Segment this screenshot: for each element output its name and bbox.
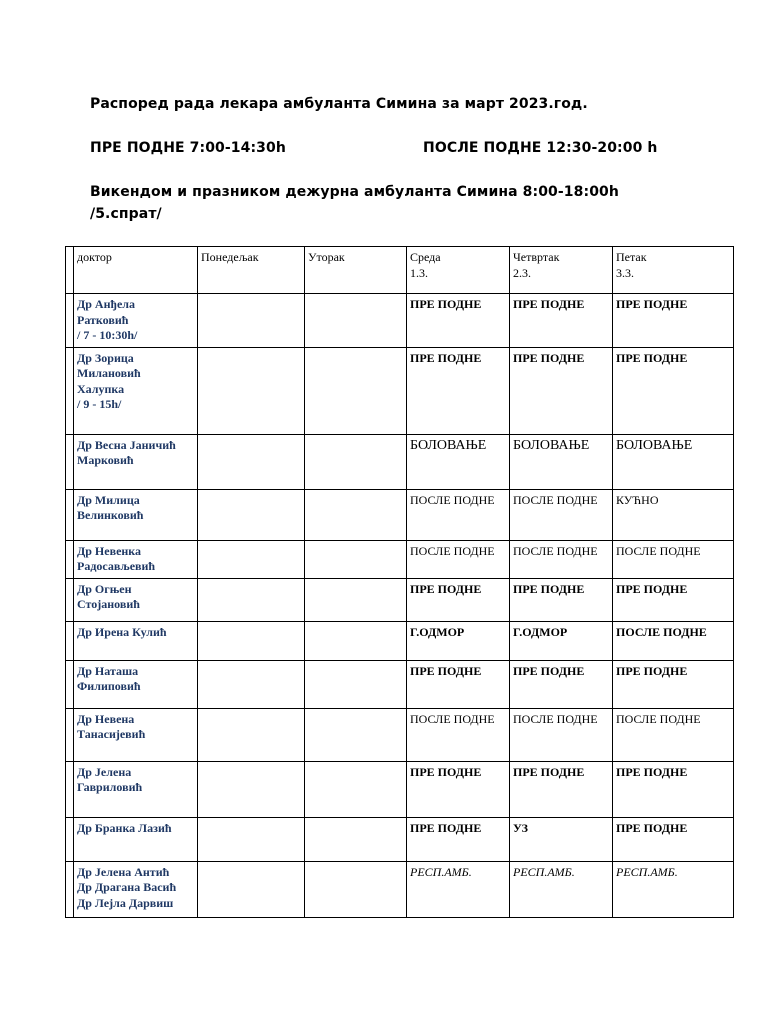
doctor-name: Др Весна Јаничић Марковић	[74, 434, 198, 489]
wednesday-cell: ПОСЛЕ ПОДНЕ	[407, 489, 510, 540]
doctor-name: Др Анђела Ратковић / 7 - 10:30h/	[74, 294, 198, 348]
table-row	[66, 347, 734, 434]
friday-cell: ПРЕ ПОДНЕ	[613, 347, 734, 434]
doctor-name: Др Огњен Стојановић	[74, 578, 198, 621]
friday-cell: КУЋНО	[613, 489, 734, 540]
doctor-name: Др Бранка Лазић	[74, 817, 198, 861]
thursday-cell: ПРЕ ПОДНЕ	[510, 578, 613, 621]
table-row	[66, 578, 734, 621]
table-margin-cell	[66, 247, 74, 294]
wednesday-cell: ПОСЛЕ ПОДНЕ	[407, 540, 510, 578]
friday-cell: ПРЕ ПОДНЕ	[613, 817, 734, 861]
tuesday-cell	[305, 708, 407, 761]
friday-cell: РЕСП.АМБ.	[613, 861, 734, 917]
column-header-doctor: доктор	[74, 247, 198, 294]
wednesday-cell: ПРЕ ПОДНЕ	[407, 347, 510, 434]
monday-cell	[198, 489, 305, 540]
table-header-row	[66, 247, 734, 294]
table-row	[66, 861, 734, 917]
tuesday-cell	[305, 347, 407, 434]
wednesday-cell: ПРЕ ПОДНЕ	[407, 578, 510, 621]
wednesday-cell: ПРЕ ПОДНЕ	[407, 817, 510, 861]
column-header-friday: Петак 3.3.	[613, 247, 734, 294]
doctor-name: Др Милица Велинковић	[74, 489, 198, 540]
weekend-duty-line: Викендом и празником дежурна амбуланта Симина 8:00-18:00h	[90, 184, 619, 200]
afternoon-shift-hours: ПОСЛЕ ПОДНЕ 12:30-20:00 h	[423, 140, 658, 156]
table-row	[66, 660, 734, 708]
column-header-thursday: Четвртак 2.3.	[510, 247, 613, 294]
doctor-name: Др Наташа Филиповић	[74, 660, 198, 708]
monday-cell	[198, 621, 305, 660]
friday-cell: ПРЕ ПОДНЕ	[613, 660, 734, 708]
doctor-name: Др Невена Танасијевић	[74, 708, 198, 761]
wednesday-cell: РЕСП.АМБ.	[407, 861, 510, 917]
friday-cell: ПРЕ ПОДНЕ	[613, 578, 734, 621]
wednesday-cell: ПОСЛЕ ПОДНЕ	[407, 708, 510, 761]
column-header-monday: Понедељак	[198, 247, 305, 294]
table-row	[66, 817, 734, 861]
tuesday-cell	[305, 294, 407, 348]
monday-cell	[198, 434, 305, 489]
thursday-cell: ПРЕ ПОДНЕ	[510, 347, 613, 434]
thursday-cell: ПОСЛЕ ПОДНЕ	[510, 489, 613, 540]
monday-cell	[198, 660, 305, 708]
tuesday-cell	[305, 817, 407, 861]
table-row	[66, 761, 734, 817]
thursday-cell: ПОСЛЕ ПОДНЕ	[510, 708, 613, 761]
friday-cell: ПОСЛЕ ПОДНЕ	[613, 540, 734, 578]
tuesday-cell	[305, 761, 407, 817]
table-row	[66, 708, 734, 761]
monday-cell	[198, 347, 305, 434]
tuesday-cell	[305, 489, 407, 540]
thursday-cell: БОЛОВАЊЕ	[510, 434, 613, 489]
thursday-cell: ПРЕ ПОДНЕ	[510, 761, 613, 817]
table-row	[66, 489, 734, 540]
doctor-name: Др Јелена Гавриловић	[74, 761, 198, 817]
friday-cell: БОЛОВАЊЕ	[613, 434, 734, 489]
monday-cell	[198, 578, 305, 621]
wednesday-cell: ПРЕ ПОДНЕ	[407, 761, 510, 817]
monday-cell	[198, 861, 305, 917]
morning-shift-hours: ПРЕ ПОДНЕ 7:00-14:30h	[90, 140, 286, 156]
wednesday-cell: БОЛОВАЊЕ	[407, 434, 510, 489]
friday-cell: ПОСЛЕ ПОДНЕ	[613, 621, 734, 660]
monday-cell	[198, 761, 305, 817]
wednesday-cell: Г.ОДМОР	[407, 621, 510, 660]
thursday-cell: ПРЕ ПОДНЕ	[510, 660, 613, 708]
table-row	[66, 540, 734, 578]
tuesday-cell	[305, 861, 407, 917]
friday-cell: ПОСЛЕ ПОДНЕ	[613, 708, 734, 761]
floor-line: /5.спрат/	[90, 206, 162, 222]
doctor-name: Др Јелена Антић Др Драгана Васић Др Лејла Дарвиш	[74, 861, 198, 917]
friday-cell: ПРЕ ПОДНЕ	[613, 294, 734, 348]
doctor-name: Др Ирена Кулић	[74, 621, 198, 660]
tuesday-cell	[305, 621, 407, 660]
schedule-table	[65, 246, 734, 918]
table-row	[66, 434, 734, 489]
thursday-cell: УЗ	[510, 817, 613, 861]
thursday-cell: ПРЕ ПОДНЕ	[510, 294, 613, 348]
column-header-tuesday: Уторак	[305, 247, 407, 294]
tuesday-cell	[305, 540, 407, 578]
doctor-name: Др Невенка Радосављевић	[74, 540, 198, 578]
doctor-name: Др Зорица Милановић Халупка / 9 - 15h/	[74, 347, 198, 434]
monday-cell	[198, 540, 305, 578]
thursday-cell: РЕСП.АМБ.	[510, 861, 613, 917]
friday-cell: ПРЕ ПОДНЕ	[613, 761, 734, 817]
monday-cell	[198, 294, 305, 348]
thursday-cell: ПОСЛЕ ПОДНЕ	[510, 540, 613, 578]
monday-cell	[198, 817, 305, 861]
tuesday-cell	[305, 660, 407, 708]
tuesday-cell	[305, 434, 407, 489]
thursday-cell: Г.ОДМОР	[510, 621, 613, 660]
table-row	[66, 621, 734, 660]
monday-cell	[198, 708, 305, 761]
wednesday-cell: ПРЕ ПОДНЕ	[407, 660, 510, 708]
table-row	[66, 294, 734, 348]
tuesday-cell	[305, 578, 407, 621]
column-header-wednesday: Среда 1.3.	[407, 247, 510, 294]
wednesday-cell: ПРЕ ПОДНЕ	[407, 294, 510, 348]
schedule-title: Распоред рада лекара амбуланта Симина за март 2023.год.	[90, 96, 588, 112]
